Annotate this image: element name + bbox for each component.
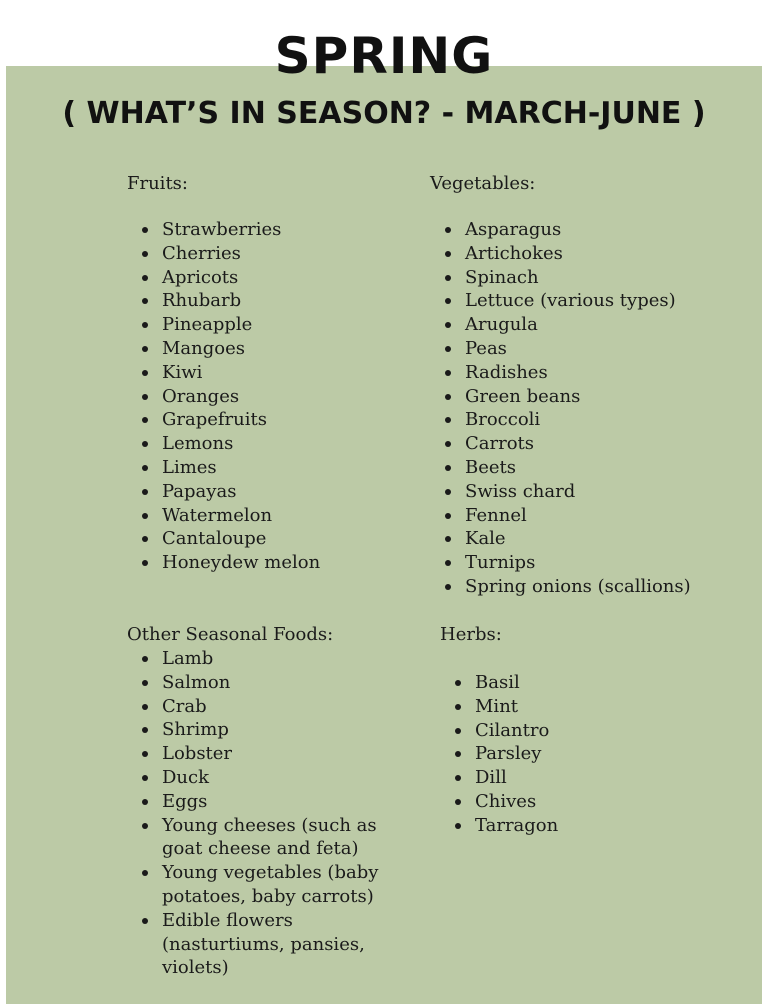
list-item: Duck	[127, 766, 417, 790]
list-item	[127, 861, 417, 909]
list-item: Dill	[440, 766, 740, 790]
list-item: Apricots	[127, 266, 417, 290]
item-line: violets)	[162, 957, 229, 979]
herbs-section	[440, 623, 740, 838]
list-item: Pineapple	[127, 313, 417, 337]
list-item: Lettuce (various types)	[430, 289, 760, 313]
item-line: potatoes, baby carrots)	[162, 885, 374, 907]
list-item: Spinach	[430, 266, 760, 290]
list-item: Rhubarb	[127, 289, 417, 313]
other-foods-section	[127, 623, 417, 980]
list-item: Lamb	[127, 647, 417, 671]
list-item: Shrimp	[127, 718, 417, 742]
list-item	[127, 909, 417, 980]
list-item: Peas	[430, 337, 760, 361]
list-item: Lobster	[127, 742, 417, 766]
item-line: goat cheese and feta)	[162, 838, 359, 860]
list-item: Grapefruits	[127, 408, 417, 432]
fruits-section	[127, 172, 417, 575]
list-item: Strawberries	[127, 218, 417, 242]
list-item: Kiwi	[127, 361, 417, 385]
herbs-heading: Herbs:	[440, 624, 502, 645]
vegetables-list	[430, 218, 760, 599]
item-line: (nasturtiums, pansies,	[162, 933, 365, 955]
vegetables-heading: Vegetables:	[430, 173, 536, 194]
vegetables-section	[430, 172, 760, 599]
list-item: Watermelon	[127, 504, 417, 528]
list-item: Chives	[440, 790, 740, 814]
list-item: Salmon	[127, 671, 417, 695]
list-item: Swiss chard	[430, 480, 760, 504]
list-item: Asparagus	[430, 218, 760, 242]
list-item: Turnips	[430, 551, 760, 575]
list-item: Artichokes	[430, 242, 760, 266]
list-item: Arugula	[430, 313, 760, 337]
list-item: Lemons	[127, 432, 417, 456]
item-line: Edible flowers	[162, 909, 293, 931]
list-item: Papayas	[127, 480, 417, 504]
list-item	[127, 814, 417, 862]
item-line: Young vegetables (baby	[162, 862, 379, 884]
list-item: Cantaloupe	[127, 527, 417, 551]
other-foods-list	[127, 647, 417, 980]
list-item: Radishes	[430, 361, 760, 385]
list-item: Broccoli	[430, 408, 760, 432]
other-foods-heading: Other Seasonal Foods:	[127, 624, 334, 645]
list-item: Carrots	[430, 432, 760, 456]
list-item: Eggs	[127, 790, 417, 814]
list-item: Oranges	[127, 385, 417, 409]
list-item: Parsley	[440, 742, 740, 766]
list-item: Cilantro	[440, 719, 740, 743]
list-item: Tarragon	[440, 814, 740, 838]
list-item: Honeydew melon	[127, 551, 417, 575]
list-item: Green beans	[430, 385, 760, 409]
list-item: Fennel	[430, 504, 760, 528]
list-item: Crab	[127, 695, 417, 719]
fruits-list	[127, 218, 417, 575]
herbs-list	[440, 671, 740, 838]
list-item: Beets	[430, 456, 760, 480]
list-item: Spring onions (scallions)	[430, 575, 760, 599]
list-item: Cherries	[127, 242, 417, 266]
item-line: Young cheeses (such as	[162, 814, 377, 836]
fruits-heading: Fruits:	[127, 173, 188, 194]
list-item: Limes	[127, 456, 417, 480]
list-item: Mangoes	[127, 337, 417, 361]
list-item: Mint	[440, 695, 740, 719]
list-item: Kale	[430, 527, 760, 551]
list-item: Basil	[440, 671, 740, 695]
page-subtitle: ( WHAT’S IN SEASON? - MARCH-JUNE )	[62, 96, 706, 131]
page-title: SPRING	[274, 27, 494, 85]
